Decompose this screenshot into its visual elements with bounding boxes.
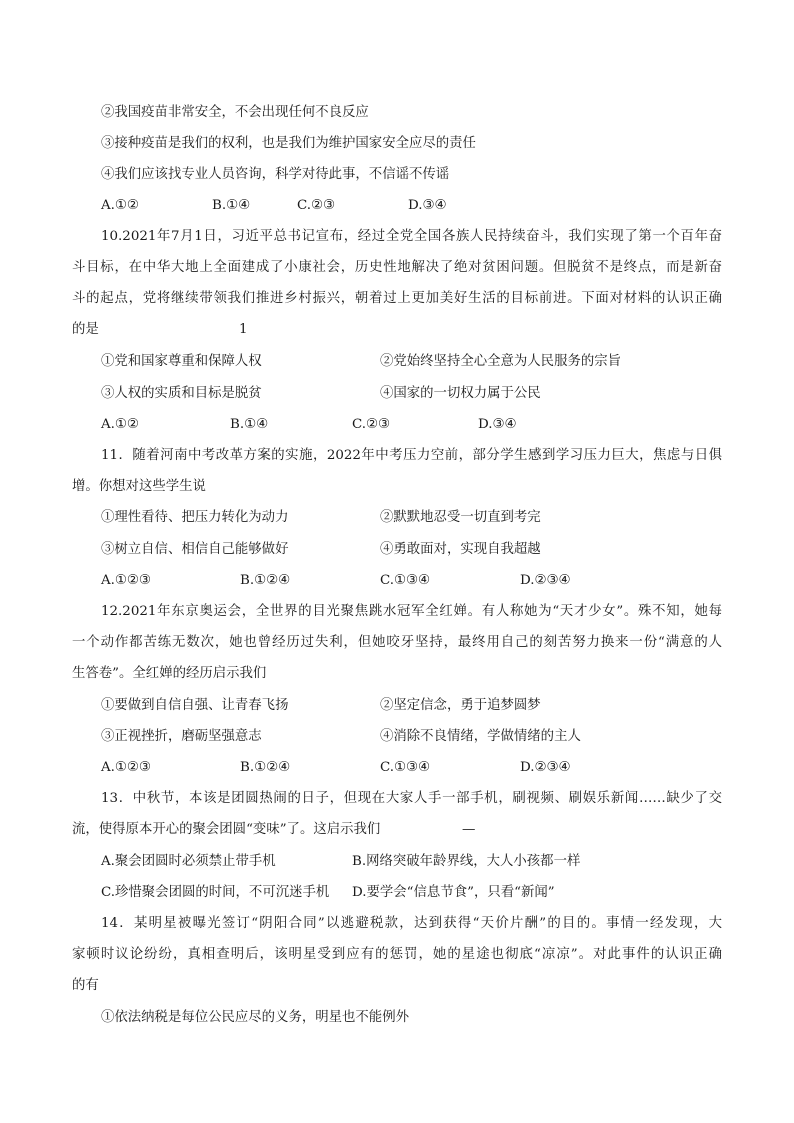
q12-stem-line-2: 一个动作都苦练无数次，她也曾经历过失利，但她咬牙坚持，最终用自己的刻苦努力换来一份“满意的人 xyxy=(72,635,722,650)
q11-answer-a: A.①②③ xyxy=(101,573,151,588)
q12-answer-d: D.②③④ xyxy=(520,760,571,775)
q12-stem-line-1: 12.2021年东京奥运会，全世界的目光聚焦跳水冠军全红婵。有人称她为“天才少女”。殊不知，她每 xyxy=(101,604,722,619)
q11-stem-line-2: 增。你想对这些学生说 xyxy=(72,479,206,494)
q11-option-3: ③树立自信、相信自己能够做好 xyxy=(101,542,289,557)
q9-option-3: ③接种疫苗是我们的权利，也是我们为维护国家安全应尽的责任 xyxy=(101,136,476,151)
q14-stem-line-1: 14．某明星被曝光签订“阴阳合同”以逃避税款，达到获得“天价片酬”的目的。事情一经发现，大 xyxy=(101,916,722,931)
q10-stem-line-4: 的是 xyxy=(72,322,99,337)
q9-answer-d: D.③④ xyxy=(408,198,447,213)
q14-stem-line-2: 家顿时议论纷纷，真相查明后，该明星受到应有的惩罚，她的星途也彻底“凉凉”。对此事件的认识正确 xyxy=(72,947,722,962)
q12-option-2: ②坚定信念，勇于追梦圆梦 xyxy=(380,698,541,713)
q10-stem-line-1: 10.2021年7月1日，习近平总书记宣布，经过全党全国各族人民持续奋斗，我们实现了第一个百年奋 xyxy=(101,229,722,244)
q10-answer-d: D.③④ xyxy=(478,417,517,432)
q13-answer-a: A.聚会团圆时必须禁止带手机 xyxy=(101,854,276,869)
q13-answer-d: D.要学会“信息节食”，只看“新闻” xyxy=(352,885,555,900)
q9-option-4: ④我们应该找专业人员咨询，科学对待此事，不信谣不传谣 xyxy=(101,167,450,182)
q11-answer-c: C.①③④ xyxy=(380,573,431,588)
q12-answer-b: B.①②④ xyxy=(240,760,291,775)
q10-option-2: ②党始终坚持全心全意为人民服务的宗旨 xyxy=(380,354,622,369)
q10-stem-line-3: 斗的起点，党将继续带领我们推进乡村振兴，朝着过上更加美好生活的目标前进。下面对材料的认识正确 xyxy=(72,291,722,306)
q10-option-3: ③人权的实质和目标是脱贫 xyxy=(101,386,262,401)
q10-stem-line-2: 斗目标，在中华大地上全面建成了小康社会，历史性地解决了绝对贫困问题。但脱贫不是终点，而是新奋 xyxy=(72,260,722,275)
q11-option-4: ④勇敢面对，实现自我超越 xyxy=(380,542,541,557)
q12-option-3: ③正视挫折，磨砺坚强意志 xyxy=(101,729,262,744)
q13-answer-c: C.珍惜聚会团圆的时间，不可沉迷手机 xyxy=(101,885,330,900)
q12-answer-a: A.①②③ xyxy=(101,760,151,775)
q11-answer-d: D.②③④ xyxy=(520,573,571,588)
q10-option-4: ④国家的一切权力属于公民 xyxy=(380,386,541,401)
q13-answer-b: B.网络突破年龄界线，大人小孩都一样 xyxy=(352,854,581,869)
q10-answer-b: B.①④ xyxy=(230,417,269,432)
q10-answer-a: A.①② xyxy=(101,417,139,432)
q14-option-1: ①依法纳税是每位公民应尽的义务，明星也不能例外 xyxy=(101,1010,409,1025)
q10-answer-c: C.②③ xyxy=(352,417,391,432)
q9-option-2: ②我国疫苗非常安全，不会出现任何不良反应 xyxy=(101,105,369,120)
q14-stem-line-3: 的有 xyxy=(72,978,99,993)
q11-option-1: ①理性看待、把压力转化为动力 xyxy=(101,510,289,525)
q13-stray-mark: — xyxy=(462,822,476,837)
q10-stray-mark: 1 xyxy=(239,322,248,337)
q9-answer-a: A.①② xyxy=(101,198,139,213)
q11-answer-b: B.①②④ xyxy=(240,573,291,588)
q13-stem-line-1: 13．中秋节，本该是团圆热闹的日子，但现在大家人手一部手机，刷视频、刷娱乐新闻……缺少了交 xyxy=(101,791,722,806)
q12-option-1: ①要做到自信自强、让青春飞扬 xyxy=(101,698,289,713)
q13-stem-line-2: 流，使得原本开心的聚会团圆“变味”了。这启示我们 xyxy=(72,822,381,837)
q10-option-1: ①党和国家尊重和保障人权 xyxy=(101,354,262,369)
q12-option-4: ④消除不良情绪，学做情绪的主人 xyxy=(380,729,581,744)
q9-answer-b: B.①④ xyxy=(212,198,251,213)
q11-option-2: ②默默地忍受一切直到考完 xyxy=(380,510,541,525)
q9-answer-c: C.②③ xyxy=(297,198,336,213)
q12-stem-line-3: 生答卷”。全红婵的经历启示我们 xyxy=(72,666,267,681)
q12-answer-c: C.①③④ xyxy=(380,760,431,775)
q11-stem-line-1: 11．随着河南中考改革方案的实施，2022年中考压力空前，部分学生感到学习压力巨大，焦虑与日俱 xyxy=(101,448,722,463)
